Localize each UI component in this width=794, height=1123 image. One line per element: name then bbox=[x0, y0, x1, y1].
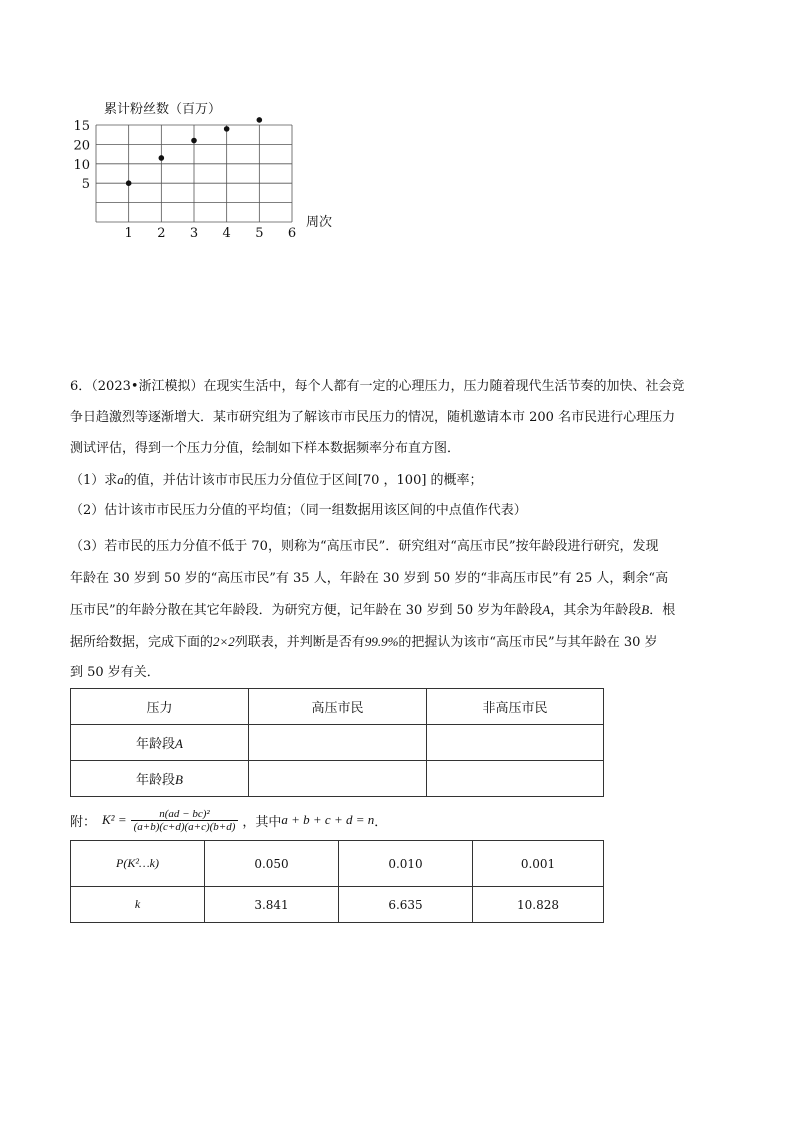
row-var-B: B bbox=[175, 772, 183, 787]
x-tick-label: 2 bbox=[157, 226, 166, 241]
contingency-table bbox=[70, 688, 604, 797]
y-tick-label: 15 bbox=[73, 119, 90, 134]
var-B: B bbox=[641, 602, 650, 617]
data-point bbox=[126, 180, 132, 186]
x-tick-label: 6 bbox=[287, 226, 297, 241]
chart-x-label: 周次 bbox=[306, 215, 333, 230]
formula-fraction bbox=[131, 808, 239, 833]
ktable-row-k bbox=[71, 887, 604, 923]
q3-4d: 99.9% bbox=[364, 634, 399, 649]
question-1 bbox=[70, 471, 483, 490]
critical-value-table bbox=[70, 840, 604, 923]
question-3-line-1: （3）若市民的压力分值不低于 70，则称为“高压市民”．研究组对“高压市民”按年龄段进行研究，发现 bbox=[70, 539, 659, 554]
ktable-p-label: P(K²…k) bbox=[71, 841, 205, 887]
q3-3b: ，其余为年龄段 bbox=[550, 603, 642, 618]
empty-cell bbox=[249, 761, 427, 797]
contingency-row-A bbox=[71, 725, 604, 761]
ktable-p-value: 0.010 bbox=[339, 841, 473, 887]
k2-formula bbox=[70, 800, 387, 840]
formula-denominator: (a+b)(c+d)(a+c)(b+d) bbox=[131, 820, 239, 833]
question-3-line-3 bbox=[70, 601, 675, 620]
row-label-text: 年龄段 bbox=[136, 773, 176, 788]
row-var-A: A bbox=[175, 736, 183, 751]
q3-4a: 据所给数据，完成下面的 bbox=[70, 635, 214, 650]
row-label-text: 年龄段 bbox=[136, 737, 176, 752]
problem-intro-1: 在现实生活中，每个人都有一定的心理压力，压力随着现代生活节奏的加快、社会竞 bbox=[203, 379, 685, 394]
question-3-line-5: 到 50 岁有关． bbox=[70, 665, 160, 680]
q3-4e: 的把握认为该市“高压市民”与其年龄在 30 岁 bbox=[398, 635, 658, 650]
y-tick-label: 10 bbox=[73, 157, 90, 173]
var-A: A bbox=[542, 602, 551, 617]
q3-4b: 2×2 bbox=[213, 634, 235, 649]
formula-end: ． bbox=[374, 814, 388, 830]
problem-intro-3: 测试评估，得到一个压力分值，绘制如下样本数据频率分布直方图． bbox=[70, 441, 461, 456]
q3-3a: 压市民”的年龄分散在其它年龄段．为研究方便，记年龄在 30 岁到 50 岁为年龄段 bbox=[70, 603, 543, 618]
problem-intro-2: 争日趋激烈等逐渐增大．某市研究组为了解该市市民压力的情况，随机邀请本市 200 名市民进行心理压力 bbox=[70, 410, 676, 425]
data-point bbox=[159, 155, 165, 161]
data-point bbox=[191, 138, 197, 144]
data-point bbox=[224, 126, 230, 132]
row-label-B bbox=[71, 761, 249, 797]
x-tick-label: 3 bbox=[189, 226, 199, 241]
problem-line-1 bbox=[70, 378, 685, 396]
chart-x-ticks bbox=[125, 226, 297, 241]
q3-4c: 列联表，并判断是否有 bbox=[234, 635, 365, 650]
ktable-k-value: 3.841 bbox=[205, 887, 339, 923]
q1-text-b: 的值，并估计该市市民压力分值位于区间[70 ，100] 的概率； bbox=[123, 473, 483, 488]
ktable-k-value: 10.828 bbox=[473, 887, 604, 923]
empty-cell bbox=[249, 725, 427, 761]
empty-cell bbox=[427, 761, 604, 797]
fans-scatter-chart bbox=[60, 95, 360, 245]
q3-3c: ．根 bbox=[649, 603, 676, 618]
x-tick-label: 1 bbox=[124, 226, 133, 241]
formula-lhs: K² = bbox=[102, 812, 127, 827]
ktable-p-value: 0.001 bbox=[473, 841, 604, 887]
contingency-header-cell: 高压市民 bbox=[249, 689, 427, 725]
q1-text-a: （1）求 bbox=[70, 473, 118, 488]
formula-suffix: ，其中 bbox=[242, 814, 282, 830]
formula-condition: a + b + c + d = n bbox=[281, 812, 375, 827]
chart-y-ticks bbox=[73, 119, 90, 192]
contingency-header-cell: 非高压市民 bbox=[427, 689, 604, 725]
contingency-header-row bbox=[71, 689, 604, 725]
q1-var-a: a bbox=[117, 472, 124, 487]
y-tick-label: 5 bbox=[81, 177, 90, 193]
row-label-A bbox=[71, 725, 249, 761]
ktable-k-label: k bbox=[71, 887, 205, 923]
x-tick-label: 4 bbox=[222, 226, 231, 241]
ktable-p-value: 0.050 bbox=[205, 841, 339, 887]
data-point bbox=[257, 117, 263, 123]
ktable-row-p bbox=[71, 841, 604, 887]
empty-cell bbox=[427, 725, 604, 761]
formula-numerator: n(ad − bc)² bbox=[159, 807, 210, 820]
contingency-row-B bbox=[71, 761, 604, 797]
contingency-header-cell: 压力 bbox=[71, 689, 249, 725]
question-3-line-2: 年龄在 30 岁到 50 岁的“高压市民”有 35 人，年龄在 30 岁到 50 岁的“非高压市民”有 25 人，剩余“高 bbox=[70, 571, 669, 586]
y-tick-label: 20 bbox=[73, 138, 90, 154]
question-2: （2）估计该市市民压力分值的平均值；（同一组数据用该区间的中点值作代表） bbox=[70, 503, 527, 518]
ktable-k-value: 6.635 bbox=[339, 887, 473, 923]
question-3-line-4 bbox=[70, 633, 658, 652]
problem-source: 6．（2023•浙江模拟） bbox=[70, 379, 204, 394]
formula-prefix: 附： bbox=[70, 814, 97, 830]
chart-y-label: 累计粉丝数（百万） bbox=[104, 102, 222, 117]
x-tick-label: 5 bbox=[255, 226, 264, 241]
